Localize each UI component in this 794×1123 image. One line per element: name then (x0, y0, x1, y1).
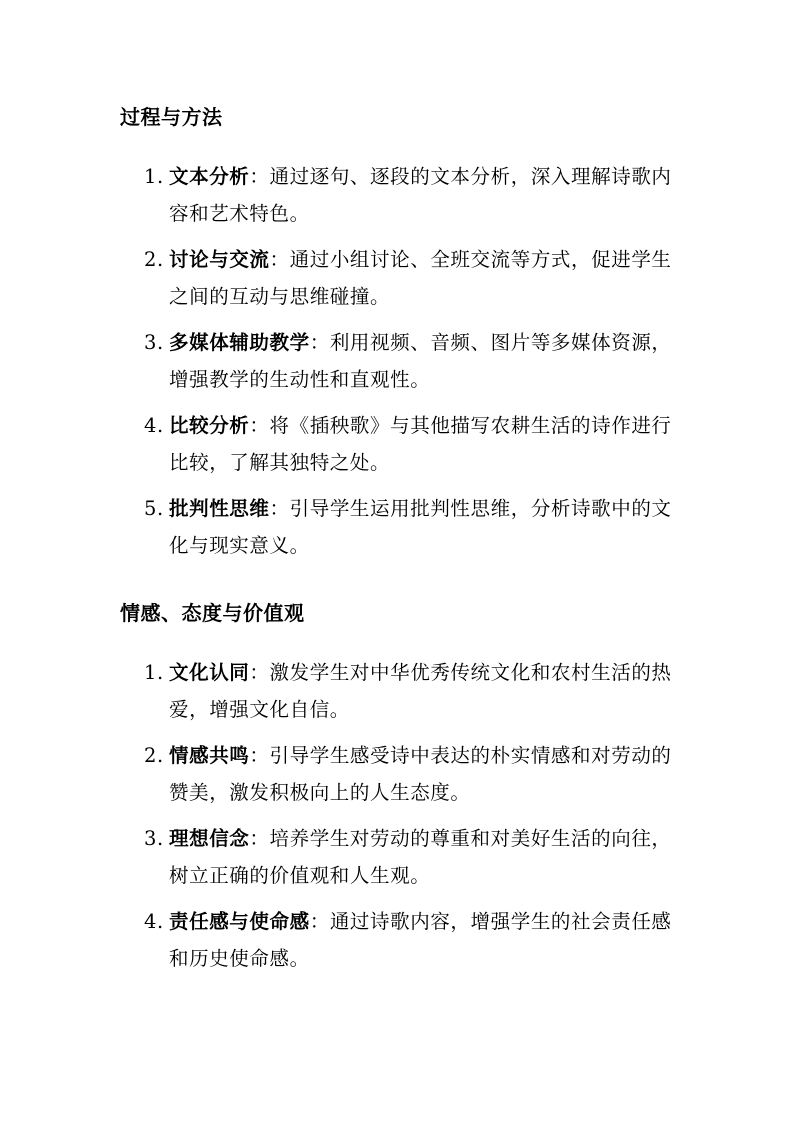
item-text: 引导学生感受诗中表达的朴实情感和对劳动的赞美，激发积极向上的人生态度。 (169, 744, 672, 804)
item-text: 激发学生对中华优秀传统文化和农村生活的热爱，增强文化自信。 (169, 661, 672, 721)
list-item (144, 737, 676, 811)
section-heading: 过程与方法 (120, 105, 223, 129)
item-number: 3. (144, 827, 164, 850)
item-text: 通过诗歌内容，增强学生的社会责任感和历史使命感。 (169, 910, 672, 970)
list-item (144, 158, 676, 232)
item-term: 讨论与交流 (169, 248, 270, 271)
list-item (144, 324, 676, 398)
list-item (144, 903, 676, 977)
item-colon: ： (269, 497, 290, 520)
item-colon: ： (249, 744, 270, 767)
item-colon: ： (309, 910, 330, 933)
item-colon: ： (249, 661, 270, 684)
item-term: 情感共鸣 (169, 744, 250, 767)
item-term: 文化认同 (169, 661, 250, 684)
item-text: 通过逐句、逐段的文本分析，深入理解诗歌内容和艺术特色。 (169, 165, 672, 225)
item-text: 引导学生运用批判性思维，分析诗歌中的文化与现实意义。 (169, 497, 672, 557)
item-term: 理想信念 (169, 827, 250, 850)
item-text: 将《插秧歌》与其他描写农耕生活的诗作进行比较，了解其独特之处。 (169, 414, 672, 474)
item-number: 4. (144, 910, 164, 933)
item-number: 1. (144, 661, 164, 684)
item-number: 5. (144, 497, 164, 520)
item-text: 利用视频、音频、图片等多媒体资源，增强教学的生动性和直观性。 (169, 331, 672, 391)
item-text: 通过小组讨论、全班交流等方式，促进学生之间的互动与思维碰撞。 (169, 248, 672, 308)
item-term: 文本分析 (169, 165, 250, 188)
item-term: 比较分析 (169, 414, 250, 437)
item-number: 4. (144, 414, 164, 437)
numbered-list (144, 654, 676, 986)
item-text: 培养学生对劳动的尊重和对美好生活的向往，树立正确的价值观和人生观。 (169, 827, 672, 887)
process-and-methods-section (120, 100, 680, 557)
list-item (144, 490, 676, 564)
section-heading: 情感、态度与价值观 (120, 601, 305, 625)
list-item (144, 654, 676, 728)
item-colon: ： (269, 248, 290, 271)
item-colon: ： (249, 827, 270, 850)
item-term: 责任感与使命感 (169, 910, 310, 933)
list-item (144, 241, 676, 315)
item-colon: ： (249, 165, 270, 188)
emotions-attitudes-values-section (120, 596, 680, 970)
item-term: 多媒体辅助教学 (169, 331, 310, 354)
item-number: 1. (144, 165, 164, 188)
list-item (144, 407, 676, 481)
list-item (144, 820, 676, 894)
numbered-list (144, 158, 676, 573)
item-colon: ： (309, 331, 330, 354)
item-term: 批判性思维 (169, 497, 270, 520)
item-number: 2. (144, 248, 164, 271)
item-colon: ： (249, 414, 270, 437)
item-number: 2. (144, 744, 164, 767)
item-number: 3. (144, 331, 164, 354)
